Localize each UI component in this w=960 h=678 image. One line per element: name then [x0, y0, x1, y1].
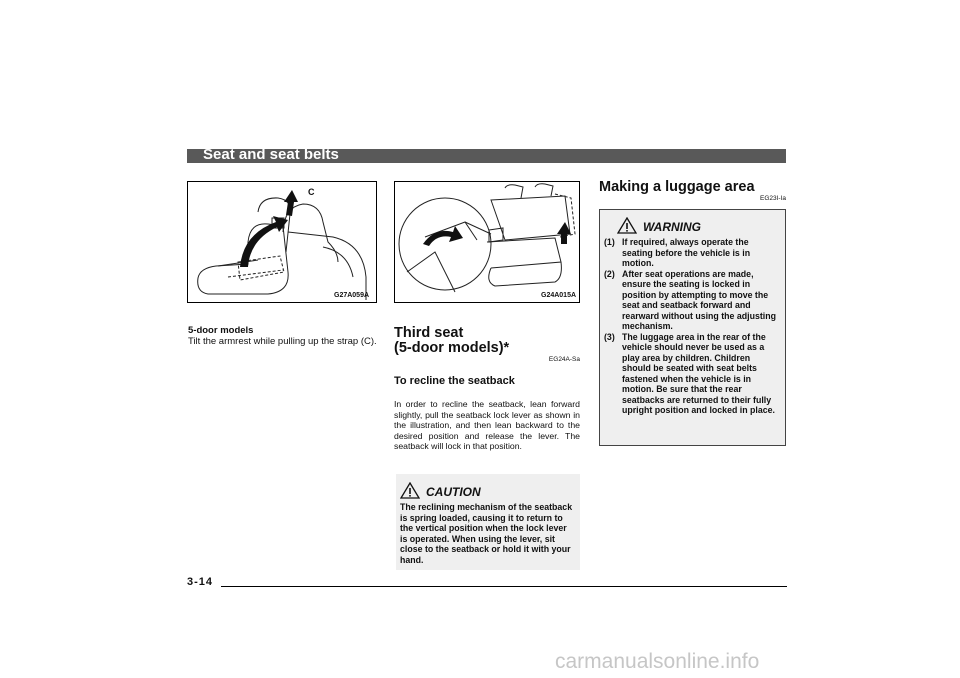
item-text: The luggage area in the rear of the vehicle should never be used as a play area by children. Children should be seated with seat belts fastened when the vehicle is in motion. Be sure that the rear seatbacks are returned to their fully upright position and locked in place. [622, 331, 775, 415]
list-item [604, 269, 780, 332]
section-code: EG23I-Ia [759, 195, 786, 202]
item-text: If required, always operate the seating before the vehicle is in motion. [622, 237, 751, 268]
figure-armrest-illustration [187, 181, 377, 303]
list-item [604, 332, 780, 416]
item-number: (3) [604, 331, 615, 342]
recline-subheading: To recline the seatback [394, 375, 515, 387]
page-number: 3-14 [187, 576, 214, 588]
item-number: (1) [604, 237, 615, 247]
armrest-seat-drawing [188, 182, 376, 302]
third-seat-heading-line1: Third seat [394, 325, 464, 341]
warning-box [599, 209, 786, 446]
col1-text [188, 326, 378, 347]
item-number: (2) [604, 268, 615, 279]
figure-label: G27A059A [334, 292, 370, 299]
list-item [604, 237, 780, 269]
col1-body: Tilt the armrest while pulling up the strap (C). [188, 335, 377, 347]
figure-third-seat-illustration [394, 181, 580, 303]
luggage-heading: Making a luggage area [599, 179, 755, 195]
caution-title: CAUTION [426, 485, 481, 499]
caution-header [400, 482, 576, 499]
figure-callout-c: C [308, 187, 315, 197]
warning-triangle-icon [400, 482, 420, 499]
caution-text: The reclining mechanism of the seatback is spring loaded, causing it to return to the vertical position when the lock lever is operated. When using the lever, sit close to the seatback or hold it with your hand. [400, 502, 573, 565]
warning-header [617, 217, 780, 234]
col2-section [394, 326, 580, 452]
watermark: carmanualsonline.info [555, 650, 760, 673]
warning-triangle-icon [617, 217, 637, 234]
figure-label: G24A015A [541, 292, 577, 299]
footer-rule [221, 586, 787, 587]
caution-box [396, 474, 580, 570]
col3-section [599, 180, 786, 202]
third-seat-heading-line2: (5-door models)* [394, 340, 510, 356]
col1-heading: 5-door models [188, 325, 254, 336]
third-seat-drawing [395, 182, 579, 302]
section-code: EG24A-Sa [548, 356, 580, 363]
warning-title: WARNING [643, 220, 701, 234]
recline-body: In order to recline the seatback, lean forward slightly, pull the seatback lock lever as shown in the illustration, and then lean backward to the desired position and release the lever. The seatback will lock in that position. [394, 399, 580, 452]
warning-list [604, 237, 780, 416]
item-text: After seat operations are made, ensure the seating is locked in position by attempting to move the seat and seatback forward and rearward without using the adjusting mechanism. [622, 268, 776, 331]
section-title: Seat and seat belts [203, 146, 339, 163]
